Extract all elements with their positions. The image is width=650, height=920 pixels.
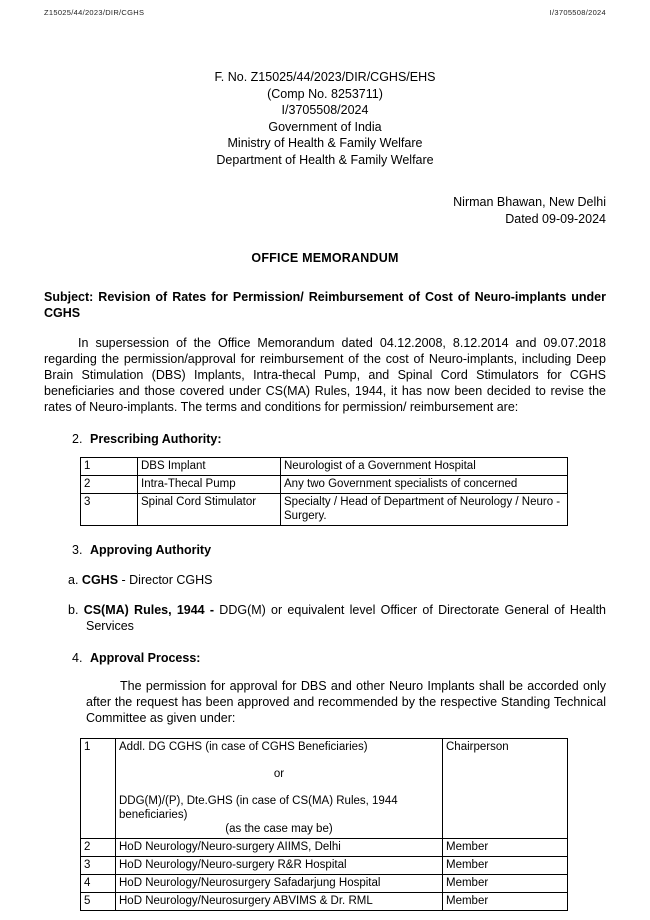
body-paragraph-text: In supersession of the Office Memorandum dated 04.12.2008, 8.12.2014 and 09.07.2018 regarding the permission/approval for reimbursement of the cost of Neuro-implants, including Deep Brain Stimulation (DBS) Implants, Intra-thecal Pump, and Spinal Cord Stimulators for CGHS beneficiaries and those covered under CS(MA) Rules, 1944, it has now been decided to revise the rates of Neuro-implants. The terms and conditions for permission/ reimbursement are: — [44, 336, 606, 414]
subject-label: Subject: — [44, 290, 94, 304]
letterhead — [44, 69, 606, 168]
section-approving-authority — [44, 542, 606, 558]
cell-designation: HoD Neurology/Neurosurgery ABVIMS & Dr. RML — [116, 893, 443, 911]
item-bold-csma: CS(MA) Rules, 1944 - — [83, 603, 215, 617]
issue-location: Nirman Bhawan, New Delhi — [453, 195, 606, 209]
issue-date: Dated 09-09-2024 — [505, 211, 606, 226]
section-prescribing-authority — [44, 431, 606, 447]
place-date-block — [44, 194, 606, 227]
designation-note: (as the case may be) — [225, 823, 333, 835]
cell-role: Member — [443, 875, 568, 893]
page-header — [44, 8, 606, 17]
cell-spacer — [119, 754, 439, 767]
table-row — [81, 458, 568, 476]
table-row — [81, 839, 568, 857]
cell-authority: Any two Government specialists of concerned — [281, 476, 568, 494]
cell-authority: Neurologist of a Government Hospital — [281, 458, 568, 476]
section-heading-approval-process: Approval Process: — [90, 651, 201, 665]
header-doc-number: I/3705508/2024 — [549, 8, 606, 17]
header-file-reference: Z15025/44/2023/DIR/CGHS — [44, 8, 145, 17]
item-text-cghs: - Director CGHS — [118, 573, 213, 587]
cell-implant: Spinal Cord Stimulator — [138, 494, 281, 526]
item-bold-cghs: CGHS — [81, 573, 119, 587]
cell-implant: DBS Implant — [138, 458, 281, 476]
cell-role: Chairperson — [443, 739, 568, 839]
prescribing-authority-table — [80, 457, 568, 526]
item-letter-b: b. — [68, 603, 79, 617]
section-heading-approving: Approving Authority — [90, 543, 212, 557]
cell-sno: 3 — [81, 494, 138, 526]
designation-line-2: DDG(M)/(P), Dte.GHS (in case of CS(MA) Rules, 1944 beneficiaries) — [119, 795, 398, 821]
table-row — [81, 893, 568, 911]
cell-sno: 2 — [81, 476, 138, 494]
designation-line-1: Addl. DG CGHS (in case of CGHS Beneficiaries) — [119, 741, 368, 753]
cell-authority: Specialty / Head of Department of Neurology / Neuro - Surgery. — [281, 494, 568, 526]
approval-process-text: The permission for approval for DBS and other Neuro Implants shall be accorded only after the request has been approved and recommended by the respective Standing Technical Committee as given under: — [86, 679, 606, 725]
item-letter-a: a. — [68, 573, 79, 587]
cell-designation — [116, 739, 443, 839]
section-approval-process — [44, 650, 606, 666]
cell-implant: Intra-Thecal Pump — [138, 476, 281, 494]
department-line: Department of Health & Family Welfare — [216, 152, 434, 167]
cell-spacer — [119, 781, 439, 794]
document-number: I/3705508/2024 — [281, 103, 369, 117]
table-row — [81, 875, 568, 893]
subject-line — [44, 289, 606, 321]
page-title: OFFICE MEMORANDUM — [251, 251, 399, 265]
section-number-4: 4. — [72, 651, 83, 665]
cell-designation: HoD Neurology/Neuro-surgery AIIMS, Delhi — [116, 839, 443, 857]
comp-number: (Comp No. 8253711) — [267, 86, 383, 101]
cell-sno: 1 — [81, 739, 116, 839]
government-line: Government of India — [268, 119, 382, 134]
cell-sno: 1 — [81, 458, 138, 476]
ministry-line: Ministry of Health & Family Welfare — [227, 136, 423, 150]
cell-sno: 4 — [81, 875, 116, 893]
approving-item-a — [44, 572, 606, 588]
section-number-2: 2. — [72, 432, 83, 446]
cell-role: Member — [443, 857, 568, 875]
section-heading-prescribing: Prescribing Authority: — [90, 432, 222, 446]
cell-sno: 3 — [81, 857, 116, 875]
table-row — [81, 739, 568, 839]
cell-role: Member — [443, 839, 568, 857]
item-text-csma: DDG(M) or equivalent level Officer of Directorate General of Health Services — [86, 603, 606, 633]
cell-sno: 5 — [81, 893, 116, 911]
table-row — [81, 494, 568, 526]
approval-process-paragraph — [44, 678, 606, 726]
section-number-3: 3. — [72, 543, 83, 557]
table-row — [81, 476, 568, 494]
cell-role: Member — [443, 893, 568, 911]
standing-technical-committee-table — [80, 738, 568, 911]
file-number: F. No. Z15025/44/2023/DIR/CGHS/EHS — [214, 70, 436, 84]
designation-or: or — [273, 768, 285, 780]
cell-designation: HoD Neurology/Neuro-surgery R&R Hospital — [116, 857, 443, 875]
body-paragraph — [44, 335, 606, 415]
cell-designation: HoD Neurology/Neurosurgery Safadarjung Hospital — [116, 875, 443, 893]
approving-item-b — [44, 602, 606, 634]
subject-text: Revision of Rates for Permission/ Reimbursement of Cost of Neuro-implants under CGHS — [44, 290, 606, 320]
cell-sno: 2 — [81, 839, 116, 857]
table-row — [81, 857, 568, 875]
